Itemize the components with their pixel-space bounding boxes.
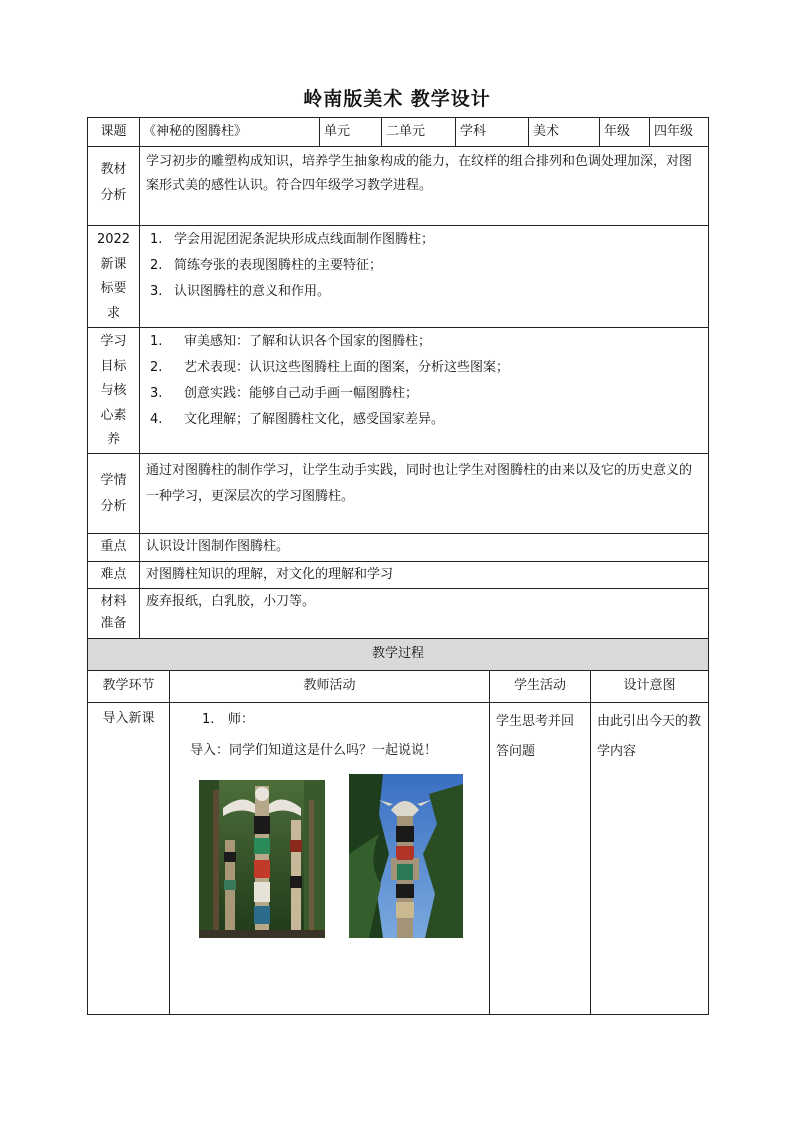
lesson-info-table bbox=[87, 117, 709, 639]
list-item: 2. 艺术表现：认识这些图腾柱上面的图案，分析这些图案； bbox=[150, 360, 510, 375]
list-item: 4. 文化理解；了解图腾柱文化，感受国家差异。 bbox=[150, 412, 445, 427]
subject-value: 美术 bbox=[529, 118, 600, 147]
difficulty-label: 难点 bbox=[88, 562, 140, 589]
teacher-role-line: 1. 师： bbox=[202, 712, 255, 727]
situation-label: 学情 分析 bbox=[88, 454, 140, 534]
lesson-value: 《神秘的图腾柱》 bbox=[140, 118, 320, 147]
goals-list bbox=[140, 328, 709, 454]
standard-label: 2022 新课 标要 求 bbox=[88, 226, 140, 328]
subject-label: 学科 bbox=[456, 118, 529, 147]
list-item: 2. 简练夸张的表现图腾柱的主要特征； bbox=[150, 258, 383, 273]
column-header: 教师活动 bbox=[170, 671, 490, 703]
situation-text: 通过对图腾柱的制作学习，让学生动手实践，同时也让学生对图腾柱的由来以及它的历史意义的一种学习，更深层次的学习图腾柱。 bbox=[140, 454, 709, 534]
teacher-intro-text: 导入：同学们知道这是什么吗？一起说说！ bbox=[190, 743, 438, 758]
situation-row bbox=[88, 454, 709, 534]
totem-pole-photo-2 bbox=[349, 774, 463, 938]
process-title-row bbox=[88, 639, 709, 671]
process-header-row bbox=[88, 671, 709, 703]
unit-value: 二单元 bbox=[382, 118, 456, 147]
unit-label: 单元 bbox=[320, 118, 382, 147]
list-item: 3. 创意实践：能够自己动手画一幅图腾柱； bbox=[150, 386, 419, 401]
key-point-row bbox=[88, 534, 709, 562]
material-text: 学习初步的雕塑构成知识，培养学生抽象构成的能力，在纹样的组合排列和色调处理加深，对图案形式美的感性认识。符合四年级学习教学进程。 bbox=[140, 147, 709, 226]
student-activity-cell: 学生思考并回答问题 bbox=[490, 703, 591, 1015]
materials-prep-text: 废弃报纸，白乳胶，小刀等。 bbox=[140, 589, 709, 639]
column-header: 设计意图 bbox=[591, 671, 709, 703]
standard-list bbox=[140, 226, 709, 328]
key-point-text: 认识设计图制作图腾柱。 bbox=[140, 534, 709, 562]
stage-cell: 导入新课 bbox=[88, 703, 170, 1015]
material-label: 教材 分析 bbox=[88, 147, 140, 226]
standard-row bbox=[88, 226, 709, 328]
materials-prep-label: 材料 准备 bbox=[88, 589, 140, 639]
list-item: 3. 认识图腾柱的意义和作用。 bbox=[150, 284, 331, 299]
process-title: 教学过程 bbox=[88, 639, 709, 671]
material-row bbox=[88, 147, 709, 226]
list-item: 1. 学会用泥团泥条泥块形成点线面制作图腾柱； bbox=[150, 232, 435, 247]
grade-value: 四年级 bbox=[650, 118, 709, 147]
lesson-label: 课题 bbox=[88, 118, 140, 147]
totem-pole-photo-1 bbox=[199, 780, 325, 938]
list-item: 1. 审美感知：了解和认识各个国家的图腾柱； bbox=[150, 334, 432, 349]
goals-row bbox=[88, 328, 709, 454]
materials-prep-row bbox=[88, 589, 709, 639]
grade-label: 年级 bbox=[600, 118, 650, 147]
header-row bbox=[88, 118, 709, 147]
difficulty-text: 对图腾柱知识的理解，对文化的理解和学习 bbox=[140, 562, 709, 589]
difficulty-row bbox=[88, 562, 709, 589]
column-header: 学生活动 bbox=[490, 671, 591, 703]
document-title: 岭南版美术 教学设计 bbox=[303, 88, 491, 110]
key-point-label: 重点 bbox=[88, 534, 140, 562]
goals-label: 学习 目标 与核 心素 养 bbox=[88, 328, 140, 454]
design-intent-cell: 由此引出今天的教学内容 bbox=[591, 703, 709, 1015]
column-header: 教学环节 bbox=[88, 671, 170, 703]
